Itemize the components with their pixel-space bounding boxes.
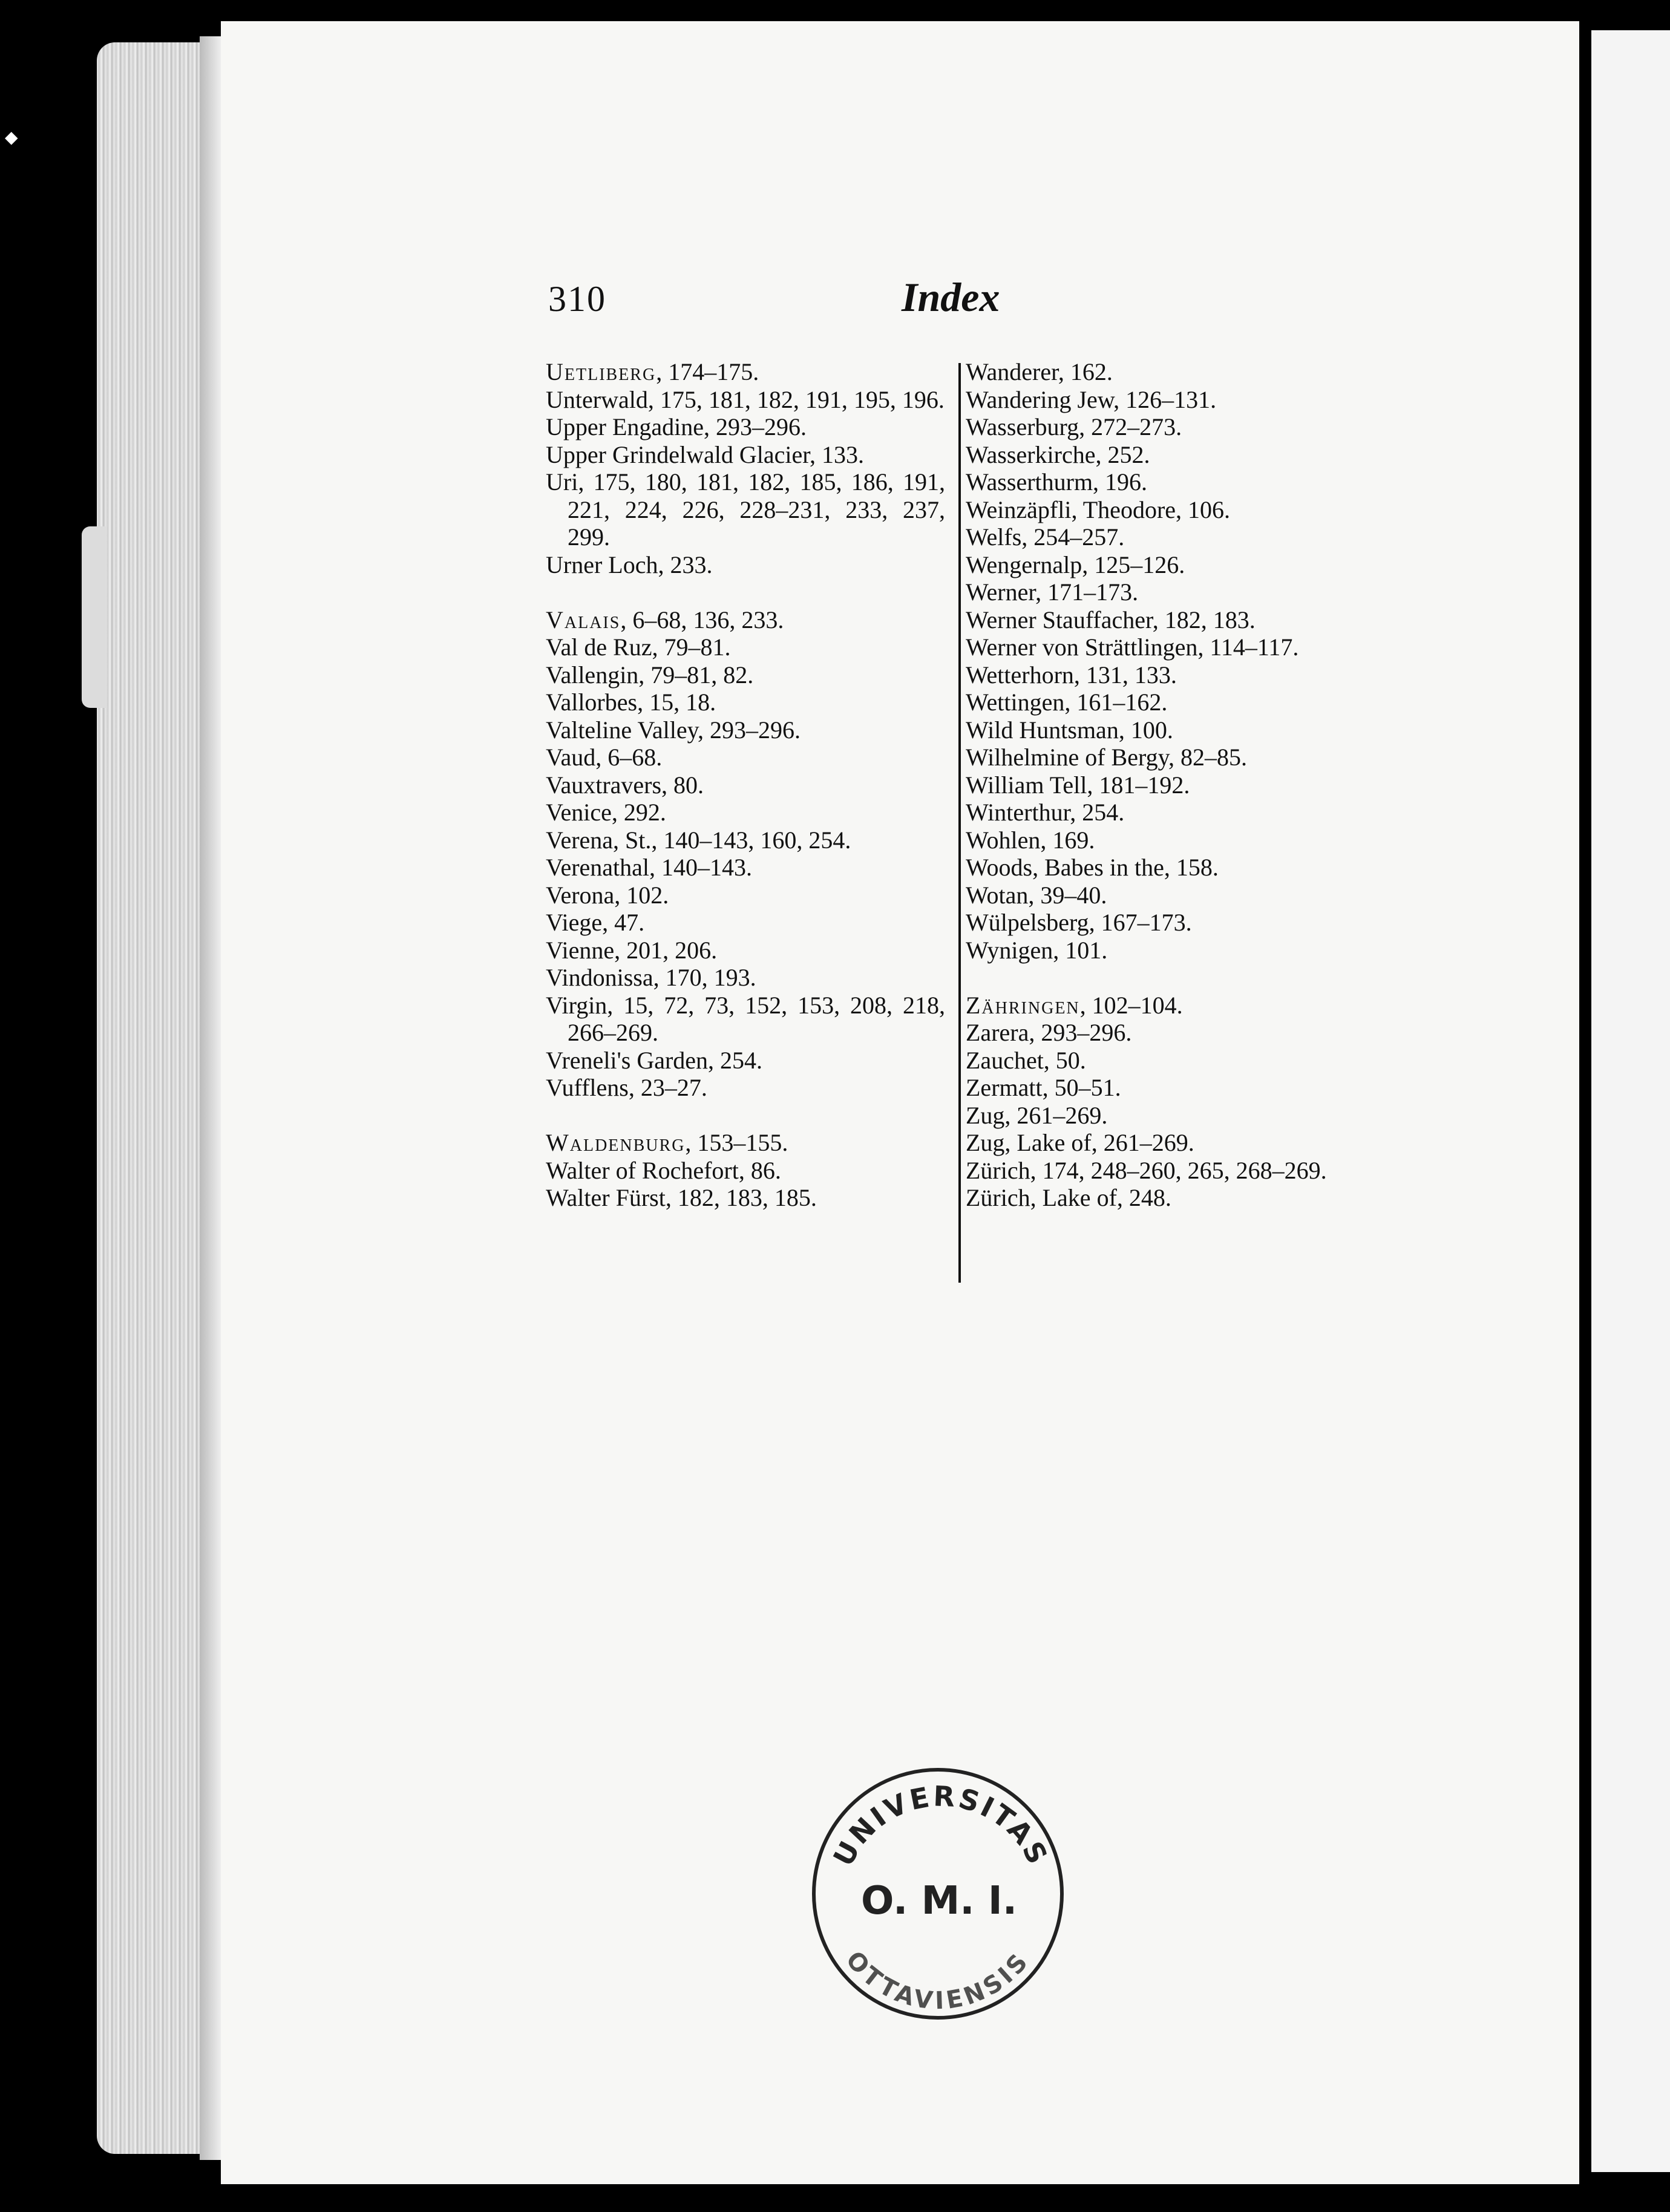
index-entry-text: Verona, 102. (546, 881, 669, 909)
index-entry (966, 909, 1365, 937)
book-edge-tab (82, 526, 106, 708)
index-entry-text: Wengernalp, 125–126. (966, 551, 1185, 578)
index-entry-text: Zug, 261–269. (966, 1101, 1108, 1129)
index-entry-text: Val de Ruz, 79–81. (546, 633, 731, 661)
index-entry (546, 882, 945, 909)
index-entry (966, 413, 1365, 441)
index-entry-text: Zermatt, 50–51. (966, 1074, 1121, 1101)
index-entry (546, 854, 945, 882)
index-entry (546, 937, 945, 964)
index-entry-text: Venice, 292. (546, 799, 666, 826)
index-entry (966, 854, 1365, 882)
index-entry-text: Wandering Jew, 126–131. (966, 385, 1217, 413)
index-entry (546, 1157, 945, 1185)
index-section-gap (546, 578, 945, 606)
index-entry (966, 551, 1365, 579)
index-entry (546, 551, 945, 579)
index-entry (966, 1102, 1365, 1130)
index-entry-text: Zürich, 174, 248–260, 265, 268–269. (966, 1156, 1327, 1184)
index-entry-text: Uri, 175, 180, 181, 182, 185, 186, 191, 221, 224, 226, 228–231, 233, 237, 299. (546, 468, 945, 551)
index-entry-text: Walter of Rochefort, 86. (546, 1156, 781, 1184)
index-entry (546, 716, 945, 744)
index-entry (966, 1047, 1365, 1075)
stamp-top-text: UNIVERSITAS (827, 1779, 1055, 1871)
index-entry-text: Wettingen, 161–162. (966, 689, 1168, 716)
index-entry-text: Vienne, 201, 206. (546, 936, 718, 964)
index-entry-text: Zürich, Lake of, 248. (966, 1184, 1171, 1211)
index-entry-text: Verenathal, 140–143. (546, 854, 753, 881)
index-entry-text: Wilhelmine of Bergy, 82–85. (966, 744, 1247, 771)
index-entry-text: Wasserkirche, 252. (966, 440, 1150, 468)
page-title: Index (902, 274, 1000, 320)
index-entry-text: Winterthur, 254. (966, 799, 1125, 826)
index-entry (546, 826, 945, 854)
scan-artifact: ◆ (5, 128, 18, 147)
index-entry (546, 964, 945, 992)
index-entry-text: Vallorbes, 15, 18. (546, 689, 716, 716)
index-entry (966, 689, 1365, 716)
index-entry-text: Zarera, 293–296. (966, 1019, 1132, 1046)
index-entry (546, 661, 945, 689)
index-entry (966, 523, 1365, 551)
adjacent-page-edge (1591, 30, 1670, 2172)
index-entry (966, 1157, 1365, 1185)
index-entry (546, 358, 945, 386)
column-divider-rule (958, 363, 961, 1283)
page-gutter (1579, 30, 1591, 2172)
index-entry-text: , 174–175. (656, 358, 759, 385)
index-entry (966, 661, 1365, 689)
index-entry (546, 744, 945, 771)
index-section-letter-entry: Zähringen (966, 991, 1080, 1019)
index-section-letter-entry: Uetliberg (546, 358, 657, 385)
index-entry-text: Werner, 171–173. (966, 578, 1139, 606)
index-entry-text: Vufflens, 23–27. (546, 1074, 707, 1101)
index-section-letter-entry: Waldenburg (546, 1129, 686, 1156)
index-entry-text: , 153–155. (685, 1129, 788, 1156)
index-entry-text: Wasserthurm, 196. (966, 468, 1148, 496)
index-entry-text: Wasserburg, 272–273. (966, 413, 1182, 440)
index-entry (966, 1129, 1365, 1157)
index-entry-text: Upper Grindelwald Glacier, 133. (546, 440, 864, 468)
page-shadow (200, 36, 224, 2160)
index-entry (546, 1129, 945, 1157)
index-entry-text: Zauchet, 50. (966, 1046, 1086, 1074)
page-number: 310 (548, 279, 606, 319)
index-entry (966, 771, 1365, 799)
index-entry (546, 386, 945, 414)
index-entry (546, 689, 945, 716)
stamp-bottom-text: OTTAVIENSIS (840, 1946, 1036, 2015)
index-entry-text: Zug, Lake of, 261–269. (966, 1129, 1194, 1156)
index-entry-text: Unterwald, 175, 181, 182, 191, 195, 196. (546, 385, 945, 413)
index-entry-text: Werner Stauffacher, 182, 183. (966, 606, 1256, 633)
index-entry-text: William Tell, 181–192. (966, 771, 1190, 799)
index-entry-text: Wetterhorn, 131, 133. (966, 661, 1177, 689)
index-entry-text: Woods, Babes in the, 158. (966, 854, 1219, 881)
index-entry (966, 606, 1365, 634)
index-entry (546, 771, 945, 799)
index-entry (966, 882, 1365, 909)
index-entry (966, 826, 1365, 854)
index-entry-text: Wülpelsberg, 167–173. (966, 909, 1192, 936)
index-entry (546, 992, 945, 1047)
index-entry-text: Wohlen, 169. (966, 826, 1095, 854)
index-entry-text: , 6–68, 136, 233. (620, 606, 784, 633)
index-entry-text: Walter Fürst, 182, 183, 185. (546, 1184, 817, 1211)
index-entry (546, 799, 945, 826)
index-entry-text: , 102–104. (1079, 991, 1183, 1019)
index-entry (546, 1047, 945, 1075)
index-entry-text: Valteline Valley, 293–296. (546, 716, 801, 744)
index-entry (966, 1184, 1365, 1212)
index-entry (966, 633, 1365, 661)
index-entry (966, 937, 1365, 964)
index-entry-text: Wanderer, 162. (966, 358, 1113, 385)
stamp-center-text: O. M. I. (861, 1879, 1017, 1923)
index-entry-text: Wild Huntsman, 100. (966, 716, 1173, 744)
index-entry (966, 1074, 1365, 1102)
index-entry (966, 744, 1365, 771)
index-entry (966, 358, 1365, 386)
index-entry-text: Werner von Strättlingen, 114–117. (966, 633, 1299, 661)
index-entry-text: Virgin, 15, 72, 73, 152, 153, 208, 218, 266–269. (546, 991, 945, 1046)
index-entry-text: Viege, 47. (546, 909, 645, 936)
index-entry-text: Welfs, 254–257. (966, 523, 1125, 551)
index-entry-text: Vindonissa, 170, 193. (546, 964, 756, 991)
index-entry (546, 909, 945, 937)
index-entry (966, 496, 1365, 524)
index-column-left (546, 358, 945, 1212)
index-entry (966, 386, 1365, 414)
index-column-right (966, 358, 1365, 1212)
index-entry (546, 606, 945, 634)
index-entry (546, 441, 945, 469)
index-entry (966, 441, 1365, 469)
index-entry-text: Urner Loch, 233. (546, 551, 713, 578)
index-entry (546, 633, 945, 661)
index-entry-text: Vallengin, 79–81, 82. (546, 661, 754, 689)
index-entry-text: Vaud, 6–68. (546, 744, 663, 771)
index-entry (966, 1019, 1365, 1047)
library-stamp (799, 1752, 1077, 2030)
index-entry-text: Vauxtravers, 80. (546, 771, 704, 799)
index-entry (966, 799, 1365, 826)
index-entry-text: Wotan, 39–40. (966, 881, 1107, 909)
index-entry-text: Vreneli's Garden, 254. (546, 1046, 763, 1074)
index-entry (546, 413, 945, 441)
index-entry-text: Verena, St., 140–143, 160, 254. (546, 826, 851, 854)
index-entry (546, 1074, 945, 1102)
index-entry-text: Wynigen, 101. (966, 936, 1108, 964)
index-section-letter-entry: Valais (546, 606, 621, 633)
index-entry (966, 468, 1365, 496)
index-section-gap (546, 1102, 945, 1130)
index-section-gap (966, 964, 1365, 992)
index-entry (966, 716, 1365, 744)
index-entry (966, 992, 1365, 1019)
index-entry (546, 1184, 945, 1212)
index-entry-text: Upper Engadine, 293–296. (546, 413, 807, 440)
index-entry (966, 578, 1365, 606)
index-entry (546, 468, 945, 551)
index-entry-text: Weinzäpfli, Theodore, 106. (966, 496, 1231, 523)
